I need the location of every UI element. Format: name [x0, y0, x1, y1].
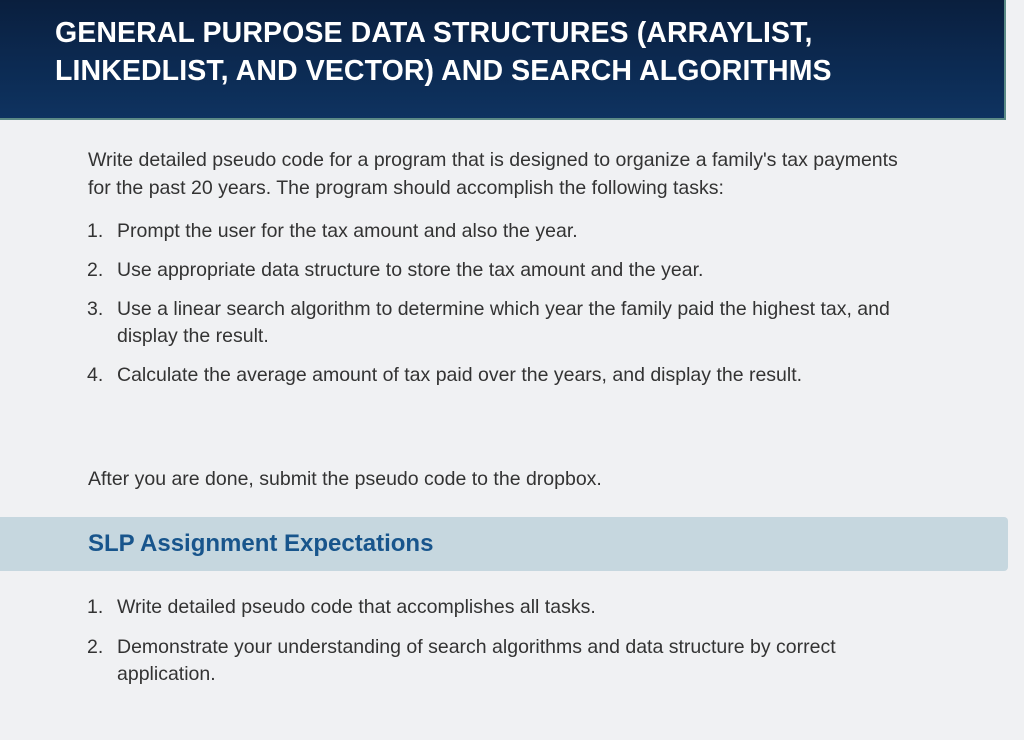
expectation-item — [88, 634, 918, 688]
task-item — [88, 296, 918, 350]
task-item — [88, 257, 918, 284]
page-title-line-1: GENERAL PURPOSE DATA STRUCTURES (ARRAYLIST, — [55, 17, 813, 49]
task-text: Use a linear search algorithm to determine which year the family paid the highest tax, and display the result. — [117, 298, 890, 347]
task-text: Prompt the user for the tax amount and also the year. — [117, 220, 578, 242]
task-item — [88, 218, 918, 245]
task-item — [88, 362, 918, 389]
task-number: 2. — [87, 259, 104, 281]
expectation-number: 2. — [87, 636, 104, 658]
expectation-number: 1. — [87, 596, 104, 618]
task-text: Calculate the average amount of tax paid over the years, and display the result. — [117, 364, 803, 386]
section-title: SLP Assignment Expectations — [88, 530, 434, 557]
task-number: 3. — [87, 298, 104, 320]
expectations-list — [88, 594, 918, 701]
page-header — [0, 0, 1006, 120]
task-number: 4. — [87, 364, 104, 386]
page-title — [55, 14, 955, 90]
task-list — [88, 218, 918, 389]
expectation-text: Write detailed pseudo code that accomplishes all tasks. — [117, 596, 596, 618]
section-header-bar — [0, 517, 1008, 571]
expectation-text: Demonstrate your understanding of search algorithms and data structure by correct application. — [117, 636, 836, 685]
task-number: 1. — [87, 220, 104, 242]
intro-paragraph: Write detailed pseudo code for a program that is designed to organize a family's tax payments for the past 20 years. The program should accomplish the following tasks: — [88, 149, 898, 199]
closing-paragraph: After you are done, submit the pseudo code to the dropbox. — [88, 468, 602, 490]
assignment-content — [88, 146, 918, 401]
page-title-line-2: LINKEDLIST, AND VECTOR) AND SEARCH ALGORITHMS — [55, 55, 832, 87]
expectation-item — [88, 594, 918, 621]
task-text: Use appropriate data structure to store the tax amount and the year. — [117, 259, 704, 281]
